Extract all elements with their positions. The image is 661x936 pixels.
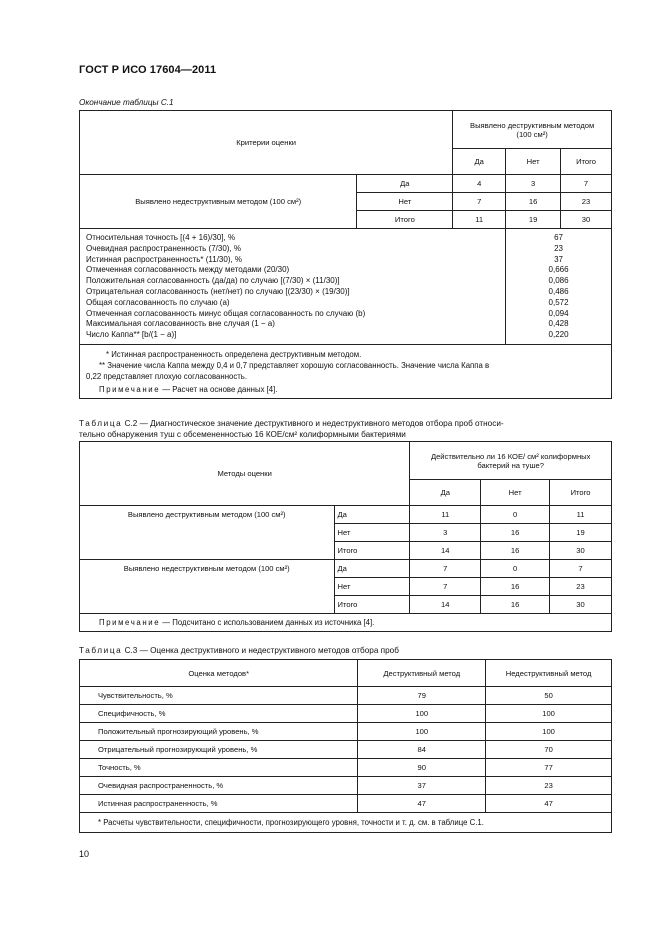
stat-label: Очевидная распространенность (7/30), % (86, 243, 242, 253)
cell-no: 16 (481, 578, 550, 596)
stat-value: 67 (554, 233, 564, 242)
caption-label: Таблица (79, 646, 123, 655)
row-label: Точность, % (80, 759, 358, 777)
cell-yes: 7 (410, 578, 481, 596)
question-line1: Действительно ли 16 КОЕ/ см² колиформных (430, 451, 591, 461)
cell-destructive: 84 (358, 741, 486, 759)
note-text: — Подсчитано с использованием данных из источника [4]. (160, 618, 375, 627)
row-label: Да (334, 506, 410, 524)
cell-total: 7 (550, 560, 612, 578)
cell-total: 11 (550, 506, 612, 524)
cell-yes: 11 (410, 506, 481, 524)
col-yes: Да (410, 480, 481, 506)
cell-destructive: 90 (358, 759, 486, 777)
row-label: Итого (334, 596, 410, 614)
stat-value: 0,094 (548, 308, 569, 318)
cell-total: 23 (561, 193, 612, 211)
row-label: Очевидная распространенность, % (80, 777, 358, 795)
stat-value: 0,486 (548, 286, 569, 296)
cell-no: 19 (506, 211, 561, 229)
cell-yes: 14 (410, 596, 481, 614)
stat-value: 0,220 (548, 330, 569, 340)
cell-nondestructive: 77 (486, 759, 612, 777)
methods-header: Методы оценки (80, 442, 410, 506)
stat-label: Относительная точность [(4 + 16)/30], % (86, 233, 236, 242)
cell-nondestructive: 50 (486, 687, 612, 705)
caption-text: С.2 — Диагностическое значение деструктивного и недеструктивного методов отбора проб относи- (122, 419, 504, 428)
question-header (410, 442, 612, 480)
cell-total: 7 (561, 175, 612, 193)
cell-destructive: 37 (358, 777, 486, 795)
group-label: Выявлено деструктивным методом (100 см²) (80, 506, 335, 560)
cell-yes: 7 (410, 560, 481, 578)
row-label: Да (334, 560, 410, 578)
cell-destructive: 100 (358, 723, 486, 741)
caption-text: тельно обнаружения туш с обсемененностью 16 КОЕ/см² колиформными бактериями (79, 430, 406, 439)
col-no: Нет (506, 149, 561, 175)
row-label: Итого (334, 542, 410, 560)
row-label: Специфичность, % (80, 705, 358, 723)
cell-total: 30 (550, 542, 612, 560)
cell-nondestructive: 100 (486, 723, 612, 741)
cell-nondestructive: 23 (486, 777, 612, 795)
col-total: Итого (550, 480, 612, 506)
row-group-label: Выявлено недеструктивным методом (100 см²) (80, 175, 357, 229)
cell-yes: 7 (453, 193, 506, 211)
row-label: Нет (334, 524, 410, 542)
col-nondestructive: Недеструктивный метод (486, 660, 612, 687)
stat-label: Число Каппа** [b/(1 − a)] (86, 330, 177, 340)
row-label: Нет (357, 193, 453, 211)
stat-label: Максимальная согласованность вне случая (1 − a) (86, 319, 275, 329)
row-label: Нет (334, 578, 410, 596)
note-label: Примечание (99, 384, 161, 394)
stats-values (506, 229, 612, 345)
cell-no: 16 (481, 524, 550, 542)
destructive-header-line1: Выявлено деструктивным методом (470, 120, 595, 130)
stat-label: Отмеченная согласованность минус общая согласованность по случаю (b) (86, 308, 366, 318)
row-label: Положительный прогнозирующий уровень, % (80, 723, 358, 741)
col-destructive: Деструктивный метод (358, 660, 486, 687)
note-label: Примечание (99, 618, 161, 627)
cell-no: 16 (481, 542, 550, 560)
stat-value: 37 (554, 254, 564, 264)
cell-destructive: 47 (358, 795, 486, 813)
destructive-header-line2: (100 см²) (516, 129, 548, 139)
cell-nondestructive: 100 (486, 705, 612, 723)
cell-no: 16 (506, 193, 561, 211)
stats-labels (80, 229, 506, 345)
cell-destructive: 100 (358, 705, 486, 723)
stat-label: Отрицательная согласованность (нет/нет) по случаю [(23/30) × (19/30)] (86, 286, 350, 296)
stat-value: 0,086 (548, 276, 569, 286)
table-c3 (79, 659, 612, 833)
group-label: Выявлено недеструктивным методом (100 см²) (80, 560, 335, 614)
cell-total: 19 (550, 524, 612, 542)
destructive-header (453, 111, 612, 149)
footnote: * Истинная распространенность определена деструктивным методом. (106, 349, 362, 359)
stat-value: 0,428 (548, 319, 569, 329)
cell-total: 23 (550, 578, 612, 596)
caption-label: Таблица (79, 419, 123, 428)
col-no: Нет (481, 480, 550, 506)
note-text: — Расчет на основе данных [4]. (160, 384, 278, 394)
stat-value: 0,572 (548, 297, 569, 307)
table-c3-footnote: * Расчеты чувствительности, специфичности, прогнозирующего уровня, точности и т. д. см. в таблице С.1. (80, 813, 612, 833)
stat-label: Положительная согласованность (да/да) по случаю [(7/30) × (11/30)] (86, 276, 340, 286)
cell-no: 3 (506, 175, 561, 193)
footnote: 0,22 представляет плохую согласованность. (86, 371, 248, 381)
table-c1-note (86, 384, 605, 395)
row-label: Да (357, 175, 453, 193)
row-label: Итого (357, 211, 453, 229)
cell-yes: 14 (410, 542, 481, 560)
cell-no: 16 (481, 596, 550, 614)
row-label: Истинная распространенность, % (80, 795, 358, 813)
table-c2-note (80, 614, 612, 632)
stat-value: 0,666 (548, 265, 569, 275)
caption-text: С.3 — Оценка деструктивного и недеструктивного методов отбора проб (122, 646, 399, 655)
cell-no: 0 (481, 506, 550, 524)
criteria-header: Критерии оценки (80, 111, 453, 175)
table-c2-caption (79, 418, 504, 440)
footnote: ** Значение числа Каппа между 0,4 и 0,7 представляет хорошую согласованность. Значение числа Каппа в (99, 360, 490, 370)
question-line2: бактерий на туше? (477, 460, 545, 470)
stat-value: 23 (554, 243, 564, 253)
table-c2 (79, 441, 612, 632)
table-c1-footnotes (80, 344, 612, 398)
cell-yes: 11 (453, 211, 506, 229)
table-c3-caption (79, 646, 399, 655)
cell-nondestructive: 70 (486, 741, 612, 759)
col-yes: Да (453, 149, 506, 175)
cell-yes: 3 (410, 524, 481, 542)
page-number: 10 (79, 849, 90, 859)
cell-total: 30 (550, 596, 612, 614)
table-c1-caption: Окончание таблицы С.1 (79, 98, 174, 107)
stat-label: Истинная распространенность* (11/30), % (86, 254, 243, 264)
cell-no: 0 (481, 560, 550, 578)
cell-total: 30 (561, 211, 612, 229)
col-total: Итого (561, 149, 612, 175)
col-method: Оценка методов* (80, 660, 358, 687)
cell-yes: 4 (453, 175, 506, 193)
row-label: Чувствительность, % (80, 687, 358, 705)
cell-destructive: 79 (358, 687, 486, 705)
cell-nondestructive: 47 (486, 795, 612, 813)
document-title: ГОСТ Р ИСО 17604—2011 (79, 64, 217, 76)
stat-label: Общая согласованность по случаю (a) (86, 297, 230, 307)
stat-label: Отмеченная согласованность между методами (20/30) (86, 265, 290, 275)
table-c1 (79, 110, 612, 399)
row-label: Отрицательный прогнозирующий уровень, % (80, 741, 358, 759)
